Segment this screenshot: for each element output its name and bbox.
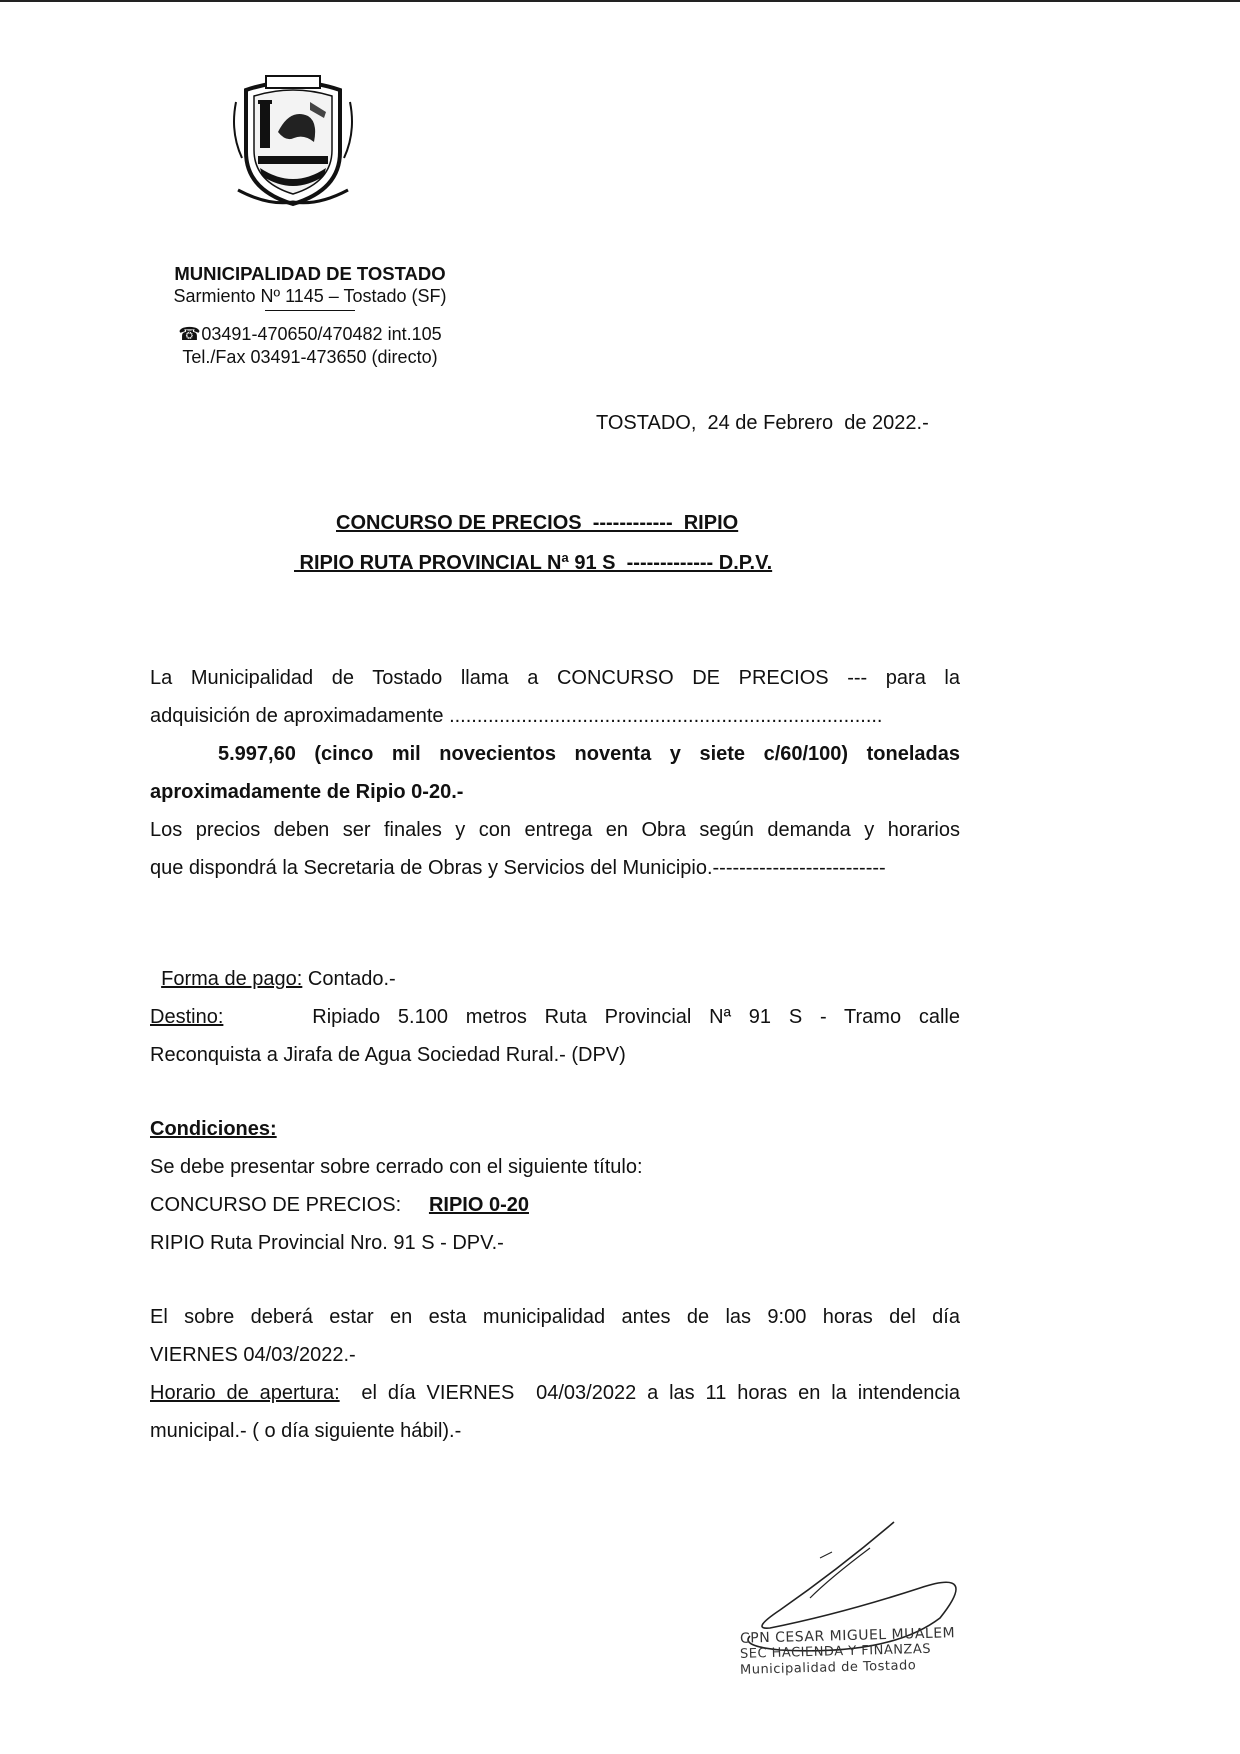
destination-label: Destino: <box>150 1006 224 1028</box>
payment-section <box>150 922 960 998</box>
organization-name: MUNICIPALIDAD DE TOSTADO <box>174 263 446 284</box>
deadline-line-2: VIERNES 04/03/2022.- <box>150 1344 356 1366</box>
deadline-line-4: municipal.- ( o día siguiente hábil).- <box>150 1420 462 1442</box>
municipal-crest-icon <box>228 72 358 212</box>
opening-text: el día VIERNES 04/03/2022 a las 11 horas en la intendencia <box>339 1382 960 1404</box>
phone-number: 03491-470650/470482 int.105 <box>201 324 442 344</box>
conditions-line-2 <box>150 1186 960 1224</box>
payment-label: Forma de pago: <box>161 968 303 990</box>
top-border-line <box>0 0 1240 2</box>
organization-address: Sarmiento Nº 1145 – Tostado (SF) <box>173 286 447 306</box>
telephone-icon: ☎ <box>178 324 201 344</box>
deadline-section <box>150 1298 960 1450</box>
quantity-line-2: aproximadamente de Ripio 0-20.- <box>150 781 464 803</box>
intro-line-2: adquisición de aproximadamente .............................................................................. <box>150 705 883 727</box>
conditions-section <box>150 1110 960 1262</box>
prices-line-2: que dispondrá la Secretaria de Obras y Servicios del Municipio.-------------------------- <box>150 857 886 879</box>
conditions-label: Condiciones: <box>150 1118 277 1140</box>
envelope-title-item: RIPIO 0-20 <box>428 1194 529 1216</box>
destination-line-2: Reconquista a Jirafa de Agua Sociedad Rural.- (DPV) <box>150 1044 626 1066</box>
intro-paragraph <box>150 659 960 887</box>
payment-value: Contado.- <box>302 968 396 990</box>
stamp-organization: Municipalidad de Tostado <box>739 1658 917 1678</box>
title-line-1: CONCURSO DE PRECIOS ------------ RIPIO <box>336 512 739 534</box>
opening-line <box>150 1374 960 1412</box>
destination-section <box>150 998 960 1074</box>
prices-line: Los precios deben ser finales y con entrega en Obra según demanda y horarios <box>150 819 960 841</box>
document-date: TOSTADO, 24 de Febrero de 2022.- <box>596 412 929 434</box>
phone-line <box>150 323 470 346</box>
intro-line-1: La Municipalidad de Tostado llama a CONCURSO DE PRECIOS --- para la <box>150 667 960 689</box>
opening-label: Horario de apertura: <box>150 1382 340 1404</box>
stamp-position: SEC HACIENDA Y FINANZAS <box>739 1641 932 1662</box>
signature-stamp <box>739 1625 956 1678</box>
stamp-name: CPN CESAR MIGUEL MUALEM <box>739 1625 956 1647</box>
conditions-line-1: Se debe presentar sobre cerrado con el siguiente título: <box>150 1156 643 1178</box>
destination-text: Ripiado 5.100 metros Ruta Provincial Nª 91 S - Tramo calle <box>312 1006 960 1028</box>
telfax-line: Tel./Fax 03491-473650 (directo) <box>182 347 438 367</box>
deadline-line-1: El sobre deberá estar en esta municipalidad antes de las 9:00 horas del día <box>150 1306 960 1328</box>
envelope-title-prefix: CONCURSO DE PRECIOS: <box>150 1194 429 1216</box>
letterhead <box>150 262 470 369</box>
conditions-line-3: RIPIO Ruta Provincial Nro. 91 S - DPV.- <box>150 1232 504 1254</box>
title-line-2: RIPIO RUTA PROVINCIAL Nª 91 S ------------- D.P.V. <box>294 552 773 574</box>
address-divider <box>265 310 355 311</box>
quantity-line: 5.997,60 (cinco mil novecientos noventa y siete c/60/100) toneladas <box>218 743 960 765</box>
destination-line-1 <box>150 998 960 1036</box>
